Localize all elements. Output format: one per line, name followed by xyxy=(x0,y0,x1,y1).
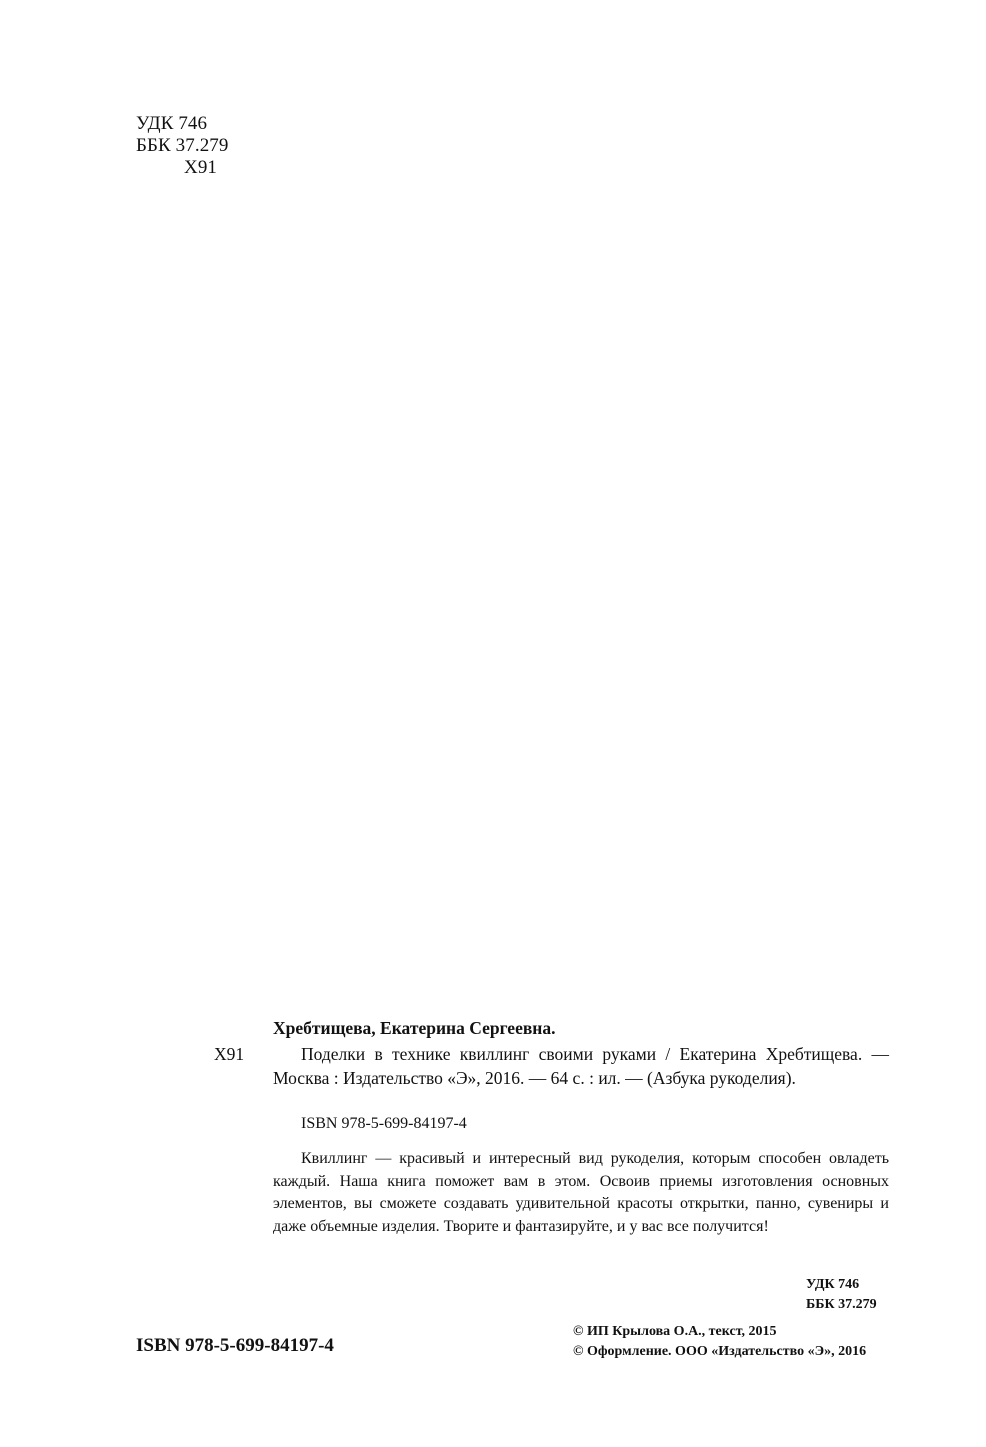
copyright-block xyxy=(573,1322,866,1362)
card-udk-code: УДК 746 xyxy=(806,1277,860,1292)
bottom-isbn: ISBN 978-5-699-84197-4 xyxy=(136,1335,334,1356)
top-classification xyxy=(136,113,229,179)
top-author-mark: Х91 xyxy=(184,157,218,178)
card-author-mark: Х91 xyxy=(214,1044,245,1064)
top-bbk-code: ББК 37.279 xyxy=(136,135,229,156)
card-annotation: Квиллинг — красивый и интересный вид рукоделия, которым способен овладеть каждый. Наша книга поможет вам в этом. Освоив приемы изготовления основных элементов, вы сможете создавать удивительной красоты открытки, панно, сувениры и даже объемные изделия. Творите и фантазируйте, и у вас все получится! xyxy=(273,1150,889,1235)
card-bbk-code: ББК 37.279 xyxy=(806,1297,877,1312)
card-isbn: ISBN 978-5-699-84197-4 xyxy=(301,1115,467,1132)
top-udk-code: УДК 746 xyxy=(136,113,208,134)
card-classification xyxy=(806,1275,877,1315)
card-bibliographic-description: Поделки в технике квиллинг своими руками / Екатерина Хребтищева. — Москва : Издательство «Э», 2016. — 64 с. : ил. — (Азбука рукоделия). xyxy=(273,1044,889,1088)
copyright-design: © Оформление. ООО «Издательство «Э», 2016 xyxy=(573,1344,867,1359)
card-author: Хребтищева, Екатерина Сергеевна. xyxy=(273,1018,556,1038)
copyright-text: © ИП Крылова О.А., текст, 2015 xyxy=(573,1324,777,1339)
